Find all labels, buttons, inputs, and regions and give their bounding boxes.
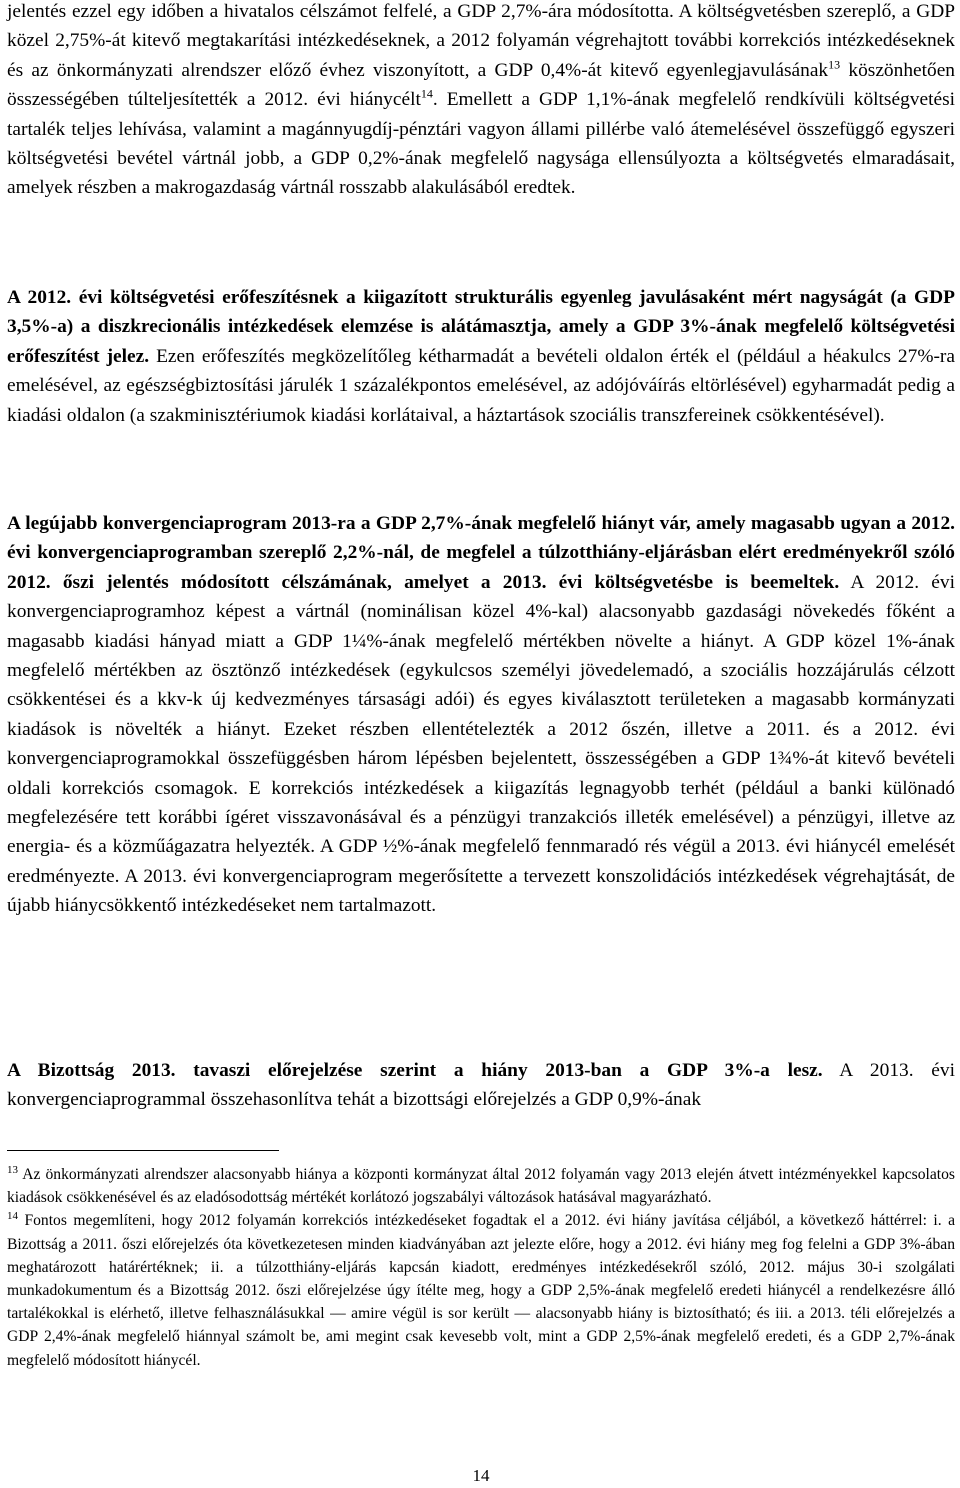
paragraph-2 xyxy=(7,283,955,430)
footnote-ref-13[interactable]: 13 xyxy=(828,57,841,72)
footnote-ref-14[interactable]: 14 xyxy=(420,86,433,101)
paragraph-4-text: A 2013. évi konvergenciaprogrammal összehasonlítva tehát a bizottsági előrejelzés a GDP 0,9%-ának xyxy=(7,1060,955,1111)
paragraph-2-bold: A 2012. évi költségvetési erőfeszítésnek a kiigazított strukturális egyenleg javulásaként mért nagyságát (a GDP 3,5%-a) a diszkrecionális intézkedések elemzése is alátámasztja, amely a GDP 3%-ának megfelelő költségvetési erőfeszítést jelez. xyxy=(7,287,955,367)
paragraph-3-text: A 2012. évi konvergenciaprogramhoz képest a vártnál (nominálisan közel 4%-kal) alacsonyabb gazdasági növekedés főként a magasabb kiadási hányad miatt a GDP 1¼%-ának megfelelő mértékben növelte a hiányt. A GDP közel 1%-ának megfelelő mértékben az ösztönző intézkedések (egykulcsos személyi jövedelemadó, a szociális hozzájárulás célzott csökkentései és a kkv-k új kedvezményes társasági adói) és egyes kiválasztott területeken a magasabb kormányzati kiadások is növelték a hiányt. Ezeket részben ellentételezték a 2012 őszén, illetve a 2011. és a 2012. évi konvergenciaprogramokkal összefüggésben három lépésben bejelentett, összességében a GDP 1¾%-át kitevő bevételi oldali korrekciós csomagok. E korrekciós intézkedések a kiigazítás legnagyobb terhét (például a banki különadó megfelezésére tett korábbi ígéret visszavonásával és a pénzügyi tranzakciós illeték emelésével) a pénzügyi, illetve az energia- és a közműágazatra helyezték. A GDP ½%-ának megfelelő fennmaradó rés végül a 2013. évi hiánycél emelését eredményezte. A 2013. évi konvergenciaprogram megerősítette a tervezett konszolidációs intézkedések végrehajtását, de újabb hiánycsökkentő intézkedéseket nem tartalmazott. xyxy=(7,571,955,917)
footnote-14-text: Fontos megemlíteni, hogy 2012 folyamán korrekciós intézkedéseket fogadtak el a 2012. évi hiány javítása céljából, a következő háttérrel: i. a Bizottság a 2011. őszi előrejelzés óta következetesen minden kiadványában azt jelezte előre, hogy a 2012. évi hiány meg fog felelni a GDP 3%-ában meghatározott határértéknek; ii. a túlzotthiány-eljárás kapcsán kiadott, eredményes intézkedésekről szóló, 2012. május 30-i szolgálati munkadokumentum és a Bizottság 2012. őszi előrejelzése úgy ítélte meg, hogy a GDP 2,5%-ának megfelelő eredeti hiánycél a rendelkezésre álló tartalékokkal is elérhető, illetve felhasználásukkal — amire végül is sor került — alacsonyabb hiány is biztosítható; és iii. a 2013. téli előrejelzés a GDP 2,4%-ának megfelelő hiánnyal számolt be, ami megint csak kevesebb volt, mint a GDP 2,5%-ának megfelelő eredeti, és a GDP 2,7%-ának megfelelő módosított hiánycél. xyxy=(7,1212,955,1369)
footnote-14-number: 14 xyxy=(7,1210,18,1223)
paragraph-4 xyxy=(7,1056,955,1115)
footnotes xyxy=(7,1163,955,1372)
paragraph-3 xyxy=(7,509,955,921)
footnote-separator xyxy=(7,1150,279,1151)
paragraph-1-text-b: köszönhetően összességében túlteljesítették a 2012. évi hiánycélt xyxy=(7,59,956,111)
paragraph-1-text-a: jelentés ezzel egy időben a hivatalos célszámot felfelé, a GDP 2,7%-ára módosította. A költségvetésben szereplő, a GDP közel 2,75%-át kitevő megtakarítási intézkedéseknek, a 2012 folyamán végrehajtott további korrekciós intézkedéseknek és az önkormányzati alrendszer előző évhez viszonyított, a GDP 0,4%-át kitevő egyenlegjavulásának xyxy=(7,1,955,81)
paragraph-3-bold: A legújabb konvergenciaprogram 2013-ra a GDP 2,7%-ának megfelelő hiányt vár, amely magasabb ugyan a 2012. évi konvergenciaprogramban szereplő 2,2%-nál, de megfelel a túlzotthiány-eljárásban elért eredményekről szóló 2012. őszi jelentés módosított célszámának, amelyet a 2013. évi költségvetésbe is beemeltek. xyxy=(7,513,955,593)
footnote-14 xyxy=(7,1209,955,1371)
paragraph-4-bold: A Bizottság 2013. tavaszi előrejelzése szerint a hiány 2013-ban a GDP 3%-a lesz. xyxy=(7,1060,823,1081)
footnote-13-text: Az önkormányzati alrendszer alacsonyabb hiánya a központi kormányzat által 2012 folyamán vagy 2013 elején átvett intézményekkel kapcsolatos kiadások csökkenésével és az eladósodottság mértékét korlátozó jogszabályi változások hatásával magyarázható. xyxy=(7,1166,955,1207)
footnote-13 xyxy=(7,1163,955,1209)
footnote-13-number: 13 xyxy=(7,1163,18,1176)
paragraph-1 xyxy=(7,0,955,203)
page-number: 14 xyxy=(472,1466,490,1485)
paragraph-1-text-c: . Emellett a GDP 1,1%-ának megfelelő rendkívüli költségvetési tartalék teljes lehívása, valamint a magánnyugdíj-pénztári vagyon állami pillérbe való átemelésével összefüggő egyszeri költségvetési bevétel vártnál jobb, a GDP 0,2%-ának megfelelő nagysága ellensúlyozta a költségvetés elmaradásait, amelyek részben a makrogazdaság vártnál rosszabb alakulásából eredtek. xyxy=(7,89,956,199)
paragraph-2-text: Ezen erőfeszítés megközelítőleg kétharmadát a bevételi oldalon érték el (például a héakulcs 27%-ra emelésével, az egészségbiztosítási járulék 1 százalékpontos emelésével, az adójóváírás eltörlésével) egyharmadát pedig a kiadási oldalon (a szakminisztériumok kiadási korlátaival, a háztartások szociális transzfereinek csökkentésével). xyxy=(7,345,955,426)
